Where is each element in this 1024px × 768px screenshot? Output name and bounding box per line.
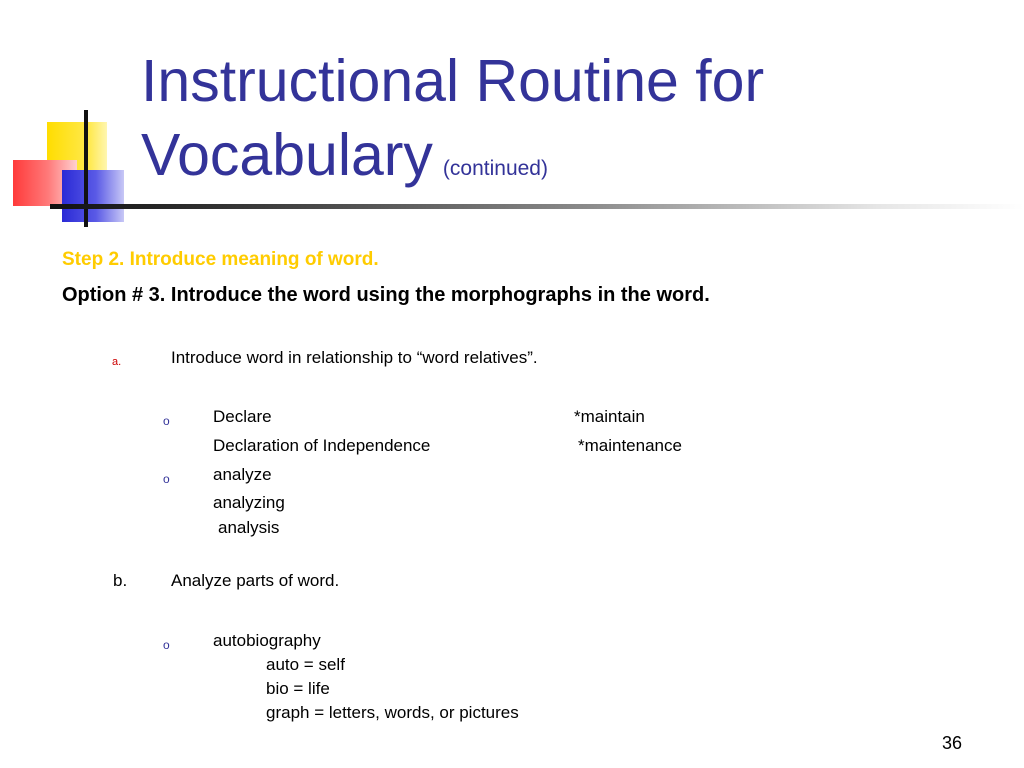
bullet-icon: o <box>163 472 170 486</box>
word-maintenance: *maintenance <box>578 436 682 455</box>
vertical-rule <box>84 110 88 227</box>
slide-title-line1: Instructional Routine for <box>141 48 765 114</box>
word-analyzing: analyzing <box>213 493 285 512</box>
step-heading: Step 2. Introduce meaning of word. <box>62 249 379 270</box>
morphograph-auto: auto = self <box>266 655 345 674</box>
word-maintain: *maintain <box>574 407 645 426</box>
morphograph-graph: graph = letters, words, or pictures <box>266 703 519 722</box>
option-heading: Option # 3. Introduce the word using the morphographs in the word. <box>62 284 710 306</box>
word-autobiography: autobiography <box>213 631 321 650</box>
page-number: 36 <box>941 733 962 753</box>
blue-square <box>62 170 124 222</box>
list-marker-b: b. <box>113 571 128 590</box>
word-declare: Declare <box>213 407 272 426</box>
section-a-text: Introduce word in relationship to “word relatives”. <box>171 348 538 367</box>
title-underline-rule <box>50 204 1024 209</box>
slide-title-suffix: (continued) <box>442 157 548 180</box>
bullet-icon: o <box>163 638 170 652</box>
section-b-text: Analyze parts of word. <box>171 571 340 590</box>
word-analysis: analysis <box>218 518 280 537</box>
list-marker-a: a. <box>112 356 122 368</box>
slide-title-line2 <box>141 122 548 188</box>
word-declaration: Declaration of Independence <box>213 436 431 455</box>
bullet-icon: o <box>163 414 170 428</box>
word-analyze: analyze <box>213 465 272 484</box>
morphograph-bio: bio = life <box>266 679 330 698</box>
slide-title-word: Vocabulary <box>141 122 433 188</box>
